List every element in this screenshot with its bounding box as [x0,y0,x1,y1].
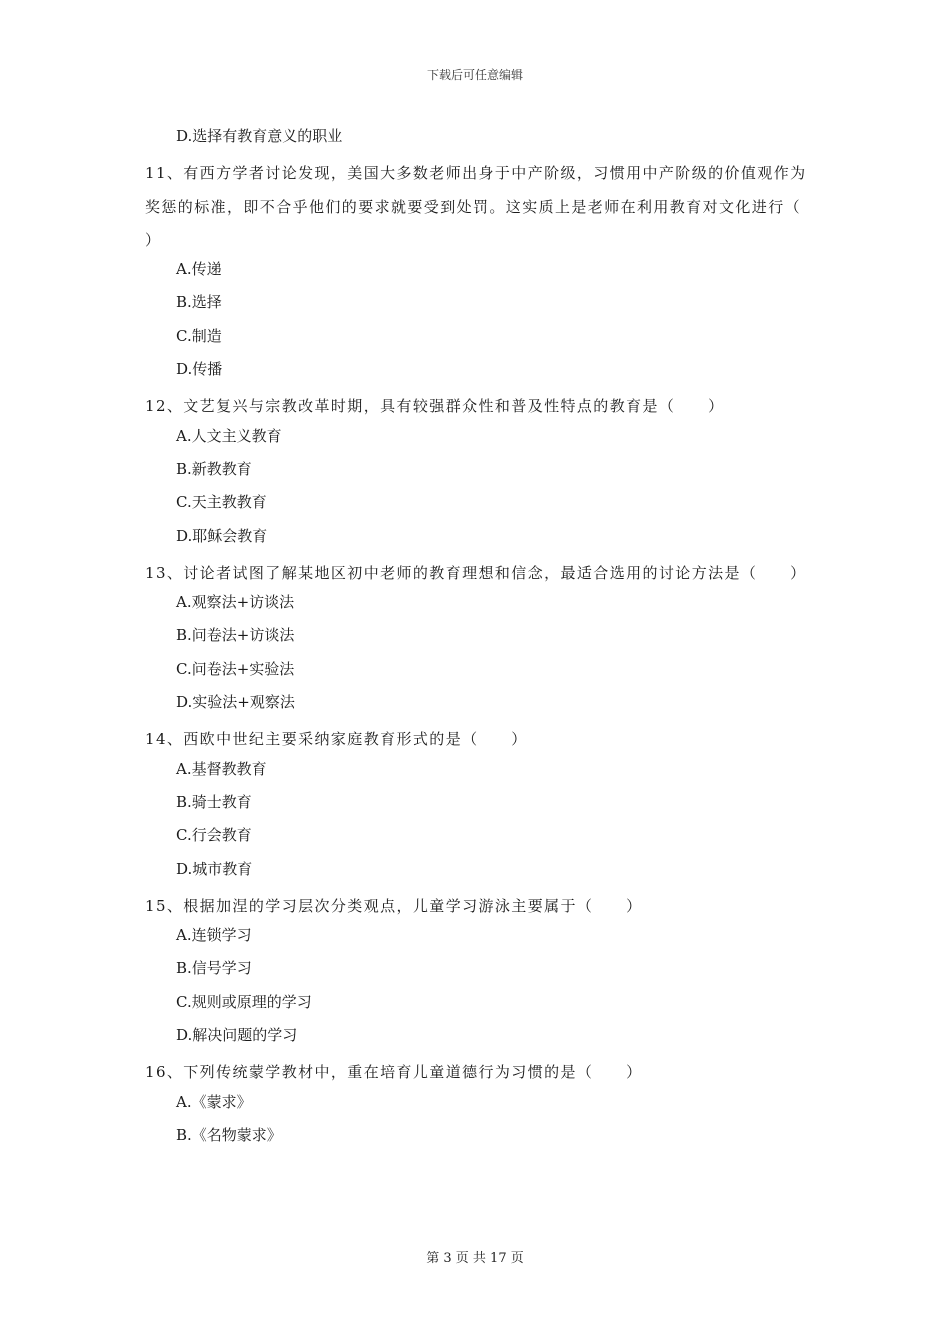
option-d-previous: D.选择有教育意义的职业 [176,127,343,145]
option-a: A.《蒙求》 [176,1092,252,1111]
question-stem: 16、下列传统蒙学教材中，重在培育儿童道德行为习惯的是（ ） [145,1063,643,1082]
option-c: C.规则或原理的学习 [176,992,312,1011]
document-body [145,124,834,1156]
option-d: D.城市教育 [176,859,253,878]
option-b: B.问卷法+访谈法 [176,626,295,645]
option-d: D.实验法+观察法 [176,693,295,712]
question-16 [145,1056,810,1156]
option-c: C.制造 [176,326,222,345]
option-c: C.问卷法+实验法 [176,659,295,678]
question-stem: 14、西欧中世纪主要采纳家庭教育形式的是（ ） [145,730,528,749]
question-stem: 11、有西方学者讨论发现，美国大多数老师出身于中产阶级，习惯用中产阶级的价值观作为奖惩的标准，即不合乎他们的要求就要受到处罚。这实质上是老师在利用教育对文化进行（ ） [145,164,834,249]
question-13 [145,557,810,723]
question-11 [145,157,834,390]
question-stem: 13、讨论者试图了解某地区初中老师的教育理想和信念，最适合选用的讨论方法是（ ） [145,563,807,582]
option-c: C.天主教教育 [176,493,267,512]
option-a: A.连锁学习 [176,926,252,945]
option-a: A.观察法+访谈法 [176,593,295,612]
page-header: 下载后可任意编辑 [426,68,523,82]
question-stem: 12、文艺复兴与宗教改革时期，具有较强群众性和普及性特点的教育是（ ） [145,397,725,416]
option-b: B.信号学习 [176,959,252,978]
option-a: A.基督教教育 [176,759,267,778]
page-footer: 第 3 页 共 17 页 [426,1251,524,1266]
option-d: D.耶稣会教育 [176,526,268,545]
question-15 [145,890,810,1056]
question-stem: 15、根据加涅的学习层次分类观点，儿童学习游泳主要属于（ ） [145,896,643,915]
question-14 [145,723,810,889]
option-a: A.传递 [176,260,222,279]
option-a: A.人文主义教育 [176,426,282,445]
option-d: D.解决问题的学习 [176,1026,298,1045]
option-b: B.选择 [176,293,222,312]
question-12 [145,390,810,556]
option-b: B.《名物蒙求》 [176,1125,282,1144]
option-b: B.新教教育 [176,459,252,478]
option-c: C.行会教育 [176,826,252,845]
option-d: D.传播 [176,360,223,379]
option-b: B.骑士教育 [176,792,252,811]
